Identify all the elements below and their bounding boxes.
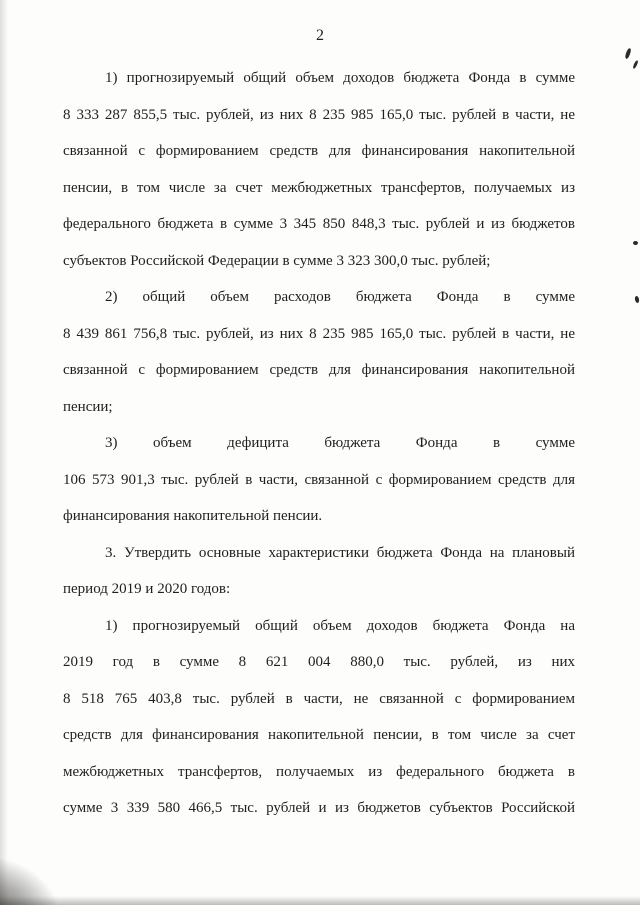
text-line: средств для финансирования накопительной пенсии, в том числе за счет: [63, 727, 575, 743]
scan-shadow-left-edge: [0, 0, 8, 905]
text-line: 3. Утвердить основные характеристики бюджета Фонда на плановый: [105, 544, 575, 561]
scan-artifact-mark: [633, 241, 638, 245]
scan-artifact-mark: [624, 48, 631, 60]
page-number: 2: [316, 27, 324, 44]
text-line: период 2019 и 2020 годов:: [63, 581, 231, 597]
scan-artifact-mark: [632, 60, 639, 69]
text-line: пенсии, в том числе за счет межбюджетных трансфертов, получаемых из: [63, 179, 575, 196]
paragraph: [63, 535, 575, 608]
paragraph: [63, 425, 575, 535]
text-line: межбюджетных трансфертов, получаемых из федерального бюджета в: [63, 763, 575, 780]
text-line: сумме 3 339 580 466,5 тыс. рублей и из бюджетов субъектов Российской: [63, 800, 575, 816]
paragraph: [63, 608, 575, 827]
text-line: 2) общий объем расходов бюджета Фонда в сумме: [105, 289, 575, 305]
text-line: 1) прогнозируемый общий объем доходов бюджета Фонда на: [105, 617, 575, 634]
paragraph: [63, 279, 575, 425]
text-line: 106 573 901,3 тыс. рублей в части, связанной с формированием средств для: [63, 471, 575, 488]
text-line: 8 518 765 403,8 тыс. рублей в части, не связанной с формированием: [63, 690, 575, 707]
text-line: 8 333 287 855,5 тыс. рублей, из них 8 235 985 165,0 тыс. рублей в части, не: [63, 106, 575, 123]
text-line: финансирования накопительной пенсии.: [63, 508, 323, 524]
text-line: федерального бюджета в сумме 3 345 850 848,3 тыс. рублей и из бюджетов: [63, 216, 575, 232]
scan-artifact-mark: [634, 296, 639, 304]
text-line: субъектов Российской Федерации в сумме 3 323 300,0 тыс. рублей;: [63, 252, 491, 269]
text-line: связанной с формированием средств для финансирования накопительной: [63, 362, 575, 378]
text-line: пенсии;: [63, 398, 113, 415]
text-line: 8 439 861 756,8 тыс. рублей, из них 8 235 985 165,0 тыс. рублей в части, не: [63, 325, 575, 342]
text-line: 3) объем дефицита бюджета Фонда в сумме: [105, 435, 575, 451]
document-body: [63, 60, 575, 827]
text-line: 1) прогнозируемый общий объем доходов бюджета Фонда в сумме: [105, 70, 575, 86]
paragraph: [63, 60, 575, 279]
scan-shadow-bottom-edge: [0, 896, 640, 905]
text-line: связанной с формированием средств для финансирования накопительной: [63, 143, 575, 159]
text-line: 2019 год в сумме 8 621 004 880,0 тыс. рублей, из них: [63, 654, 575, 670]
scan-artifact-corner-smudge: [0, 857, 60, 905]
